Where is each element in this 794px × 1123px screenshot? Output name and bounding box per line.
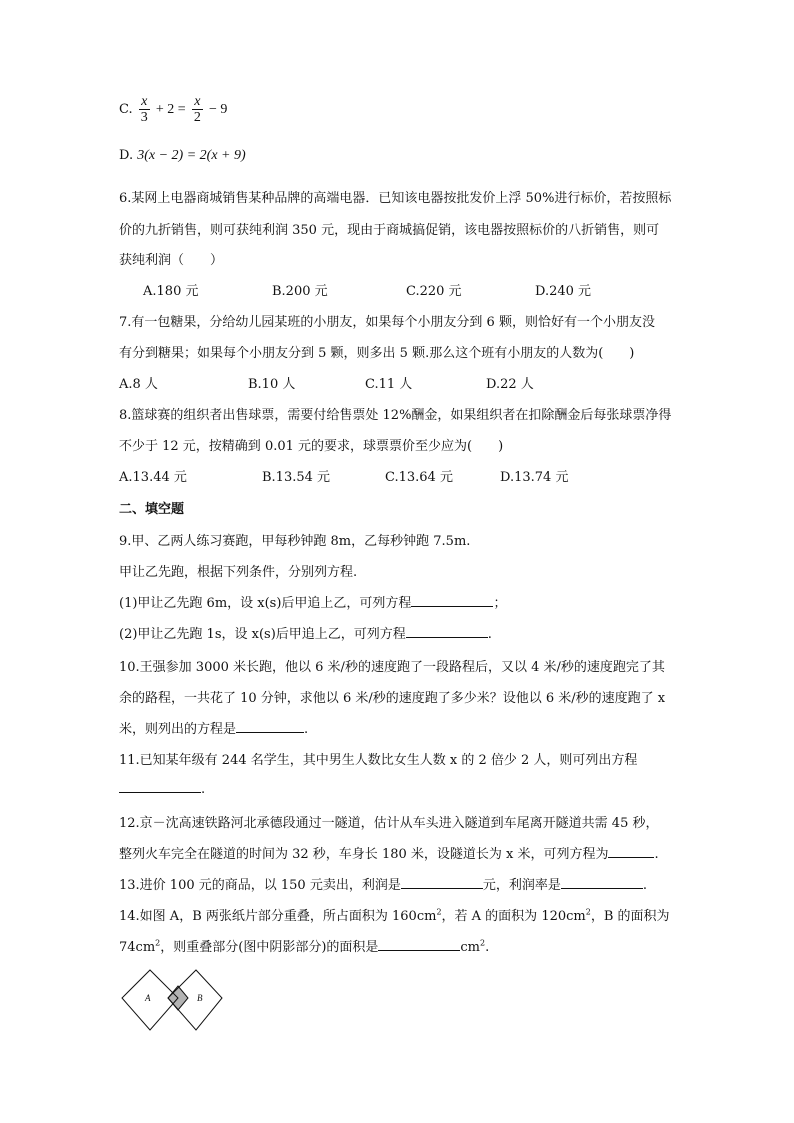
q11-line-1: 11.已知某年级有 244 名学生，其中男生人数比女生人数 x 的 2 倍少 2 人，则可列出方程 <box>119 753 638 768</box>
q8-option-b: B.13.54 元 <box>262 470 331 485</box>
option-c-mid: + 2 = <box>155 102 186 117</box>
overlap-figure <box>118 966 228 1036</box>
option-c-tail: − 9 <box>208 102 228 117</box>
figure-label-a: A <box>145 993 151 1003</box>
q8-line-2: 不少于 12 元，按精确到 0.01 元的要求，球票票价至少应为( ) <box>119 439 504 454</box>
q11-line-2: . <box>119 780 205 797</box>
option-d-expr: 3(x − 2) = 2(x + 9) <box>137 148 246 163</box>
answer-blank <box>236 720 304 733</box>
q6-option-d: D.240 元 <box>535 284 592 299</box>
q12-line-2: 整列火车完全在隧道的时间为 32 秒，车身长 180 米，设隧道长为 x 米，可列方程为 . <box>119 847 659 862</box>
q14-line-1: 14.如图 A，B 两张纸片部分重叠，所占面积为 $160cm^2$，若 A 的面积为 $120cm^2$，B 的面积为 <box>119 907 670 924</box>
q7-option-b: B.10 人 <box>248 377 296 392</box>
q8-option-a: A.13.44 元 <box>119 470 187 485</box>
answer-blank <box>378 938 460 951</box>
q9-line-1: 9.甲、乙两人练习赛跑，甲每秒钟跑 8m，乙每秒钟跑 7.5m. <box>119 534 471 549</box>
answer-blank <box>119 780 201 793</box>
q8-option-d: D.13.74 元 <box>500 470 569 485</box>
q7-option-c: C.11 人 <box>365 377 413 392</box>
option-c-label: C. <box>119 102 133 117</box>
q9-part-1: (1)甲让乙先跑 6m，设 x(s)后甲追上乙，可列方程 ； <box>119 596 507 611</box>
option-c <box>119 94 227 125</box>
answer-blank <box>411 594 493 607</box>
q7-option-a: A.8 人 <box>119 377 158 392</box>
q6-option-c: C.220 元 <box>406 284 462 299</box>
option-d-label: D. <box>119 148 134 163</box>
q6-line-3: 获纯利润（ ） <box>119 253 224 268</box>
q9-line-2: 甲让乙先跑，根据下列条件，分别列方程. <box>119 565 358 580</box>
q7-option-d: D.22 人 <box>486 377 534 392</box>
fraction-x-over-3: $\frac{x}{3}$ <box>140 94 148 125</box>
answer-blank <box>608 845 654 858</box>
answer-blank <box>406 625 488 638</box>
fraction-x-over-2: $\frac{x}{2}$ <box>193 94 201 125</box>
q12-line-1: 12.京－沈高速铁路河北承德段通过一隧道，估计从车头进入隧道到车尾离开隧道共需 45 秒， <box>119 816 659 831</box>
section-title-fill-in: 二、填空题 <box>119 502 185 517</box>
q10-line-1: 10.王强参加 3000 米长跑，他以 6 米/秒的速度跑了一段路程后，又以 4 米/秒的速度跑完了其 <box>119 660 665 675</box>
q13-line: 13.进价 100 元的商品，以 150 元卖出，利润是 元，利润率是 . <box>119 878 647 893</box>
answer-blank <box>561 876 643 889</box>
option-d <box>119 148 246 164</box>
q7-line-1: 7.有一包糖果，分给幼儿园某班的小朋友，如果每个小朋友分到 6 颗，则恰好有一个小朋友没 <box>119 315 655 330</box>
q6-option-b: B.200 元 <box>272 284 328 299</box>
answer-blank <box>401 876 483 889</box>
q8-line-1: 8.篮球赛的组织者出售球票，需要付给售票处 12%酬金，如果组织者在扣除酬金后每张球票净得 <box>119 408 672 423</box>
q10-line-2: 余的路程，一共花了 10 分钟，求他以 6 米/秒的速度跑了多少米？设他以 6 米/秒的速度跑了 x <box>119 691 666 706</box>
q9-part-2: (2)甲让乙先跑 1s，设 x(s)后甲追上乙，可列方程 . <box>119 627 492 642</box>
figure-label-b: B <box>197 993 203 1003</box>
q6-line-1: 6.某网上电器商城销售某种品牌的高端电器．已知该电器按批发价上浮 50%进行标价，若按照标 <box>119 191 672 206</box>
q14-line-2: $74cm^2$，则重叠部分(图中阴影部分)的面积是 $cm^2$. <box>119 938 490 955</box>
q6-line-2: 价的九折销售，则可获纯利润 350 元，现由于商城搞促销，该电器按照标价的八折销售，则可 <box>119 223 660 238</box>
q7-line-2: 有分到糖果；如果每个小朋友分到 5 颗，则多出 5 颗.那么这个班有小朋友的人数为( ) <box>119 346 635 361</box>
q8-option-c: C.13.64 元 <box>385 470 453 485</box>
q6-option-a: A.180 元 <box>143 284 199 299</box>
q10-line-3: 米，则列出的方程是 . <box>119 722 309 737</box>
